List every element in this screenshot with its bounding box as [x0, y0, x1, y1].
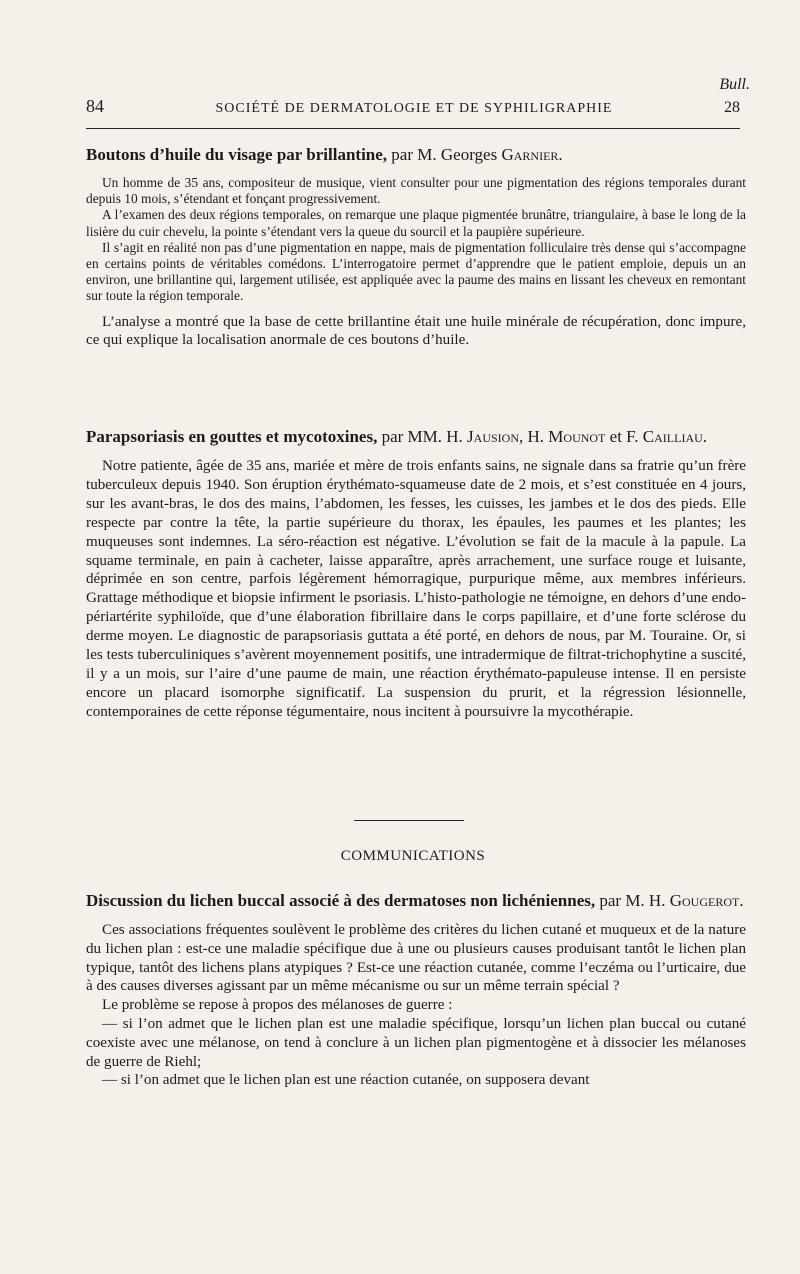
running-head — [86, 96, 740, 118]
paragraph: — si l’on admet que le lichen plan est une maladie spécifique, lorsqu’un lichen plan buccal ou cutané coexiste avec une mélanose, on tend à conclure à un lichen plan pigmentogène et à dissocier les mélanoses de guerre de Riehl; — [86, 1015, 746, 1070]
author-prefix: et F. — [609, 427, 639, 446]
bull-annotation: Bull. — [719, 76, 750, 93]
author-prefix: par M. H. — [599, 891, 666, 910]
author-name: Mounot — [548, 427, 606, 446]
author-name: Gougerot. — [669, 891, 744, 910]
paragraph: Un homme de 35 ans, compositeur de musique, vient consulter pour une pigmentation des régions temporales durant depuis 10 mois, s’étendant et fonçant progressivement. — [86, 175, 746, 207]
title-text: Boutons d’huile du visage par brillantine, — [86, 145, 388, 164]
author-prefix: par MM. H. — [381, 427, 463, 446]
paragraph: Il s’agit en réalité non pas d’une pigmentation en nappe, mais de pigmentation folliculaire très dense qui s’accompagne en certains points de véritables comédons. L’interrogatoire permet d’apprendre que le patient emploie, depuis un an environ, une brillantine qui, largement utilisée, est appliquée avec la paume des mains en lissant les cheveux en remontant sur toute la région temporale. — [86, 239, 746, 304]
article-brillantine — [86, 144, 746, 350]
header-rule — [86, 128, 740, 129]
author-prefix: par M. Georges — [391, 145, 498, 164]
title-text: Parapsoriasis en gouttes et mycotoxines, — [86, 427, 378, 446]
article-parapsoriasis — [86, 426, 746, 722]
journal-title: SOCIÉTÉ DE DERMATOLOGIE ET DE SYPHILIGRAPHIE — [215, 101, 613, 116]
paragraph: Notre patiente, âgée de 35 ans, mariée et mère de trois enfants sains, ne signale dans sa fratrie qu’un frère tuberculeux depuis 1940. Son éruption érythémato-squameuse date de 2 mois, et s’est constituée en 4 jours, sur les avant-bras, le dos des mains, l’abdomen, les fesses, les cuisses, les jambes et le dos des pieds. Elle respecte par contre la tête, la partie supérieure du thorax, les épaules, les paumes et les plantes; les muqueuses sont indemnes. La séro-réaction est négative. L’évolution se fait de la macule à la papule. La squame terminale, en pain à cacheter, laisse apparaître, après arrachement, une surface rouge et luisante, déprimée en son centre, parfois légèrement hémorragique, purpurique même, aux membres inférieurs. Grattage méthodique et biopsie infirment le psoriasis. L’histo-pathologie ne témoigne, en dehors d’une endo-périartérite syphiloïde, que d’une élaboration fibrillaire dans le corps papillaire, et d’une forte sclérose du derme moyen. Le diagnostic de parapsoriasis guttata a été porté, en dehors de nous, par M. Touraine. Or, si les tests tuberculiniques s’avèrent moyennement positifs, une intradermique de filtrat-trichophytine a suscité, il y a un mois, sur l’aire d’une paume de main, une réaction érythémato-papuleuse intense. Il en persiste encore un placard isomorphe significatif. La suspension du prurit, et la régression lésionnelle, contemporaines de cette réponse tégumentaire, nous incitent à poursuivre la mycothérapie. — [86, 458, 746, 720]
author-name: Jausion, — [467, 427, 524, 446]
article-lichen — [86, 890, 746, 1090]
volume-number: 28 — [724, 99, 740, 116]
article-title — [86, 144, 746, 165]
author-name: Cailliau. — [642, 427, 708, 446]
author-name: Garnier. — [501, 145, 563, 164]
paragraph: Ces associations fréquentes soulèvent le problème des critères du lichen cutané et muqueux et de la nature du lichen plan : est-ce une maladie spécifique due à une ou plusieurs causes produisant tantôt le lichen plan typique, tantôt des lichens plans atypiques ? Est-ce une réaction cutanée, comme l’eczéma ou l’urticaire, due à des causes diverses agissant par un même mécanisme ou sur un même terrain spécial ? — [86, 922, 746, 995]
paragraph: Le problème se repose à propos des mélanoses de guerre : — [102, 997, 453, 1014]
author-prefix: H. — [527, 427, 545, 446]
author-line — [599, 891, 743, 910]
paragraph: A l’examen des deux régions temporales, on remarque une plaque pigmentée brunâtre, triangulaire, à base le long de la lisière du cuir chevelu, la pointe s’étendant vers la queue du sourcil et la paupière supérieure. — [86, 207, 746, 239]
author-line — [382, 427, 707, 446]
title-text: Discussion du lichen buccal associé à des dermatoses non lichéniennes, — [86, 891, 596, 910]
article-title — [86, 890, 746, 911]
section-separator — [354, 820, 464, 821]
page-number: 84 — [86, 96, 104, 116]
article-title — [86, 426, 746, 447]
paragraph: — si l’on admet que le lichen plan est une réaction cutanée, on supposera devant — [102, 1072, 590, 1089]
section-heading: COMMUNICATIONS — [340, 848, 486, 864]
author-line — [391, 145, 562, 164]
paragraph: L’analyse a montré que la base de cette brillantine était une huile minérale de récupération, donc impure, ce qui explique la localisation anormale de ces boutons d’huile. — [86, 313, 746, 349]
